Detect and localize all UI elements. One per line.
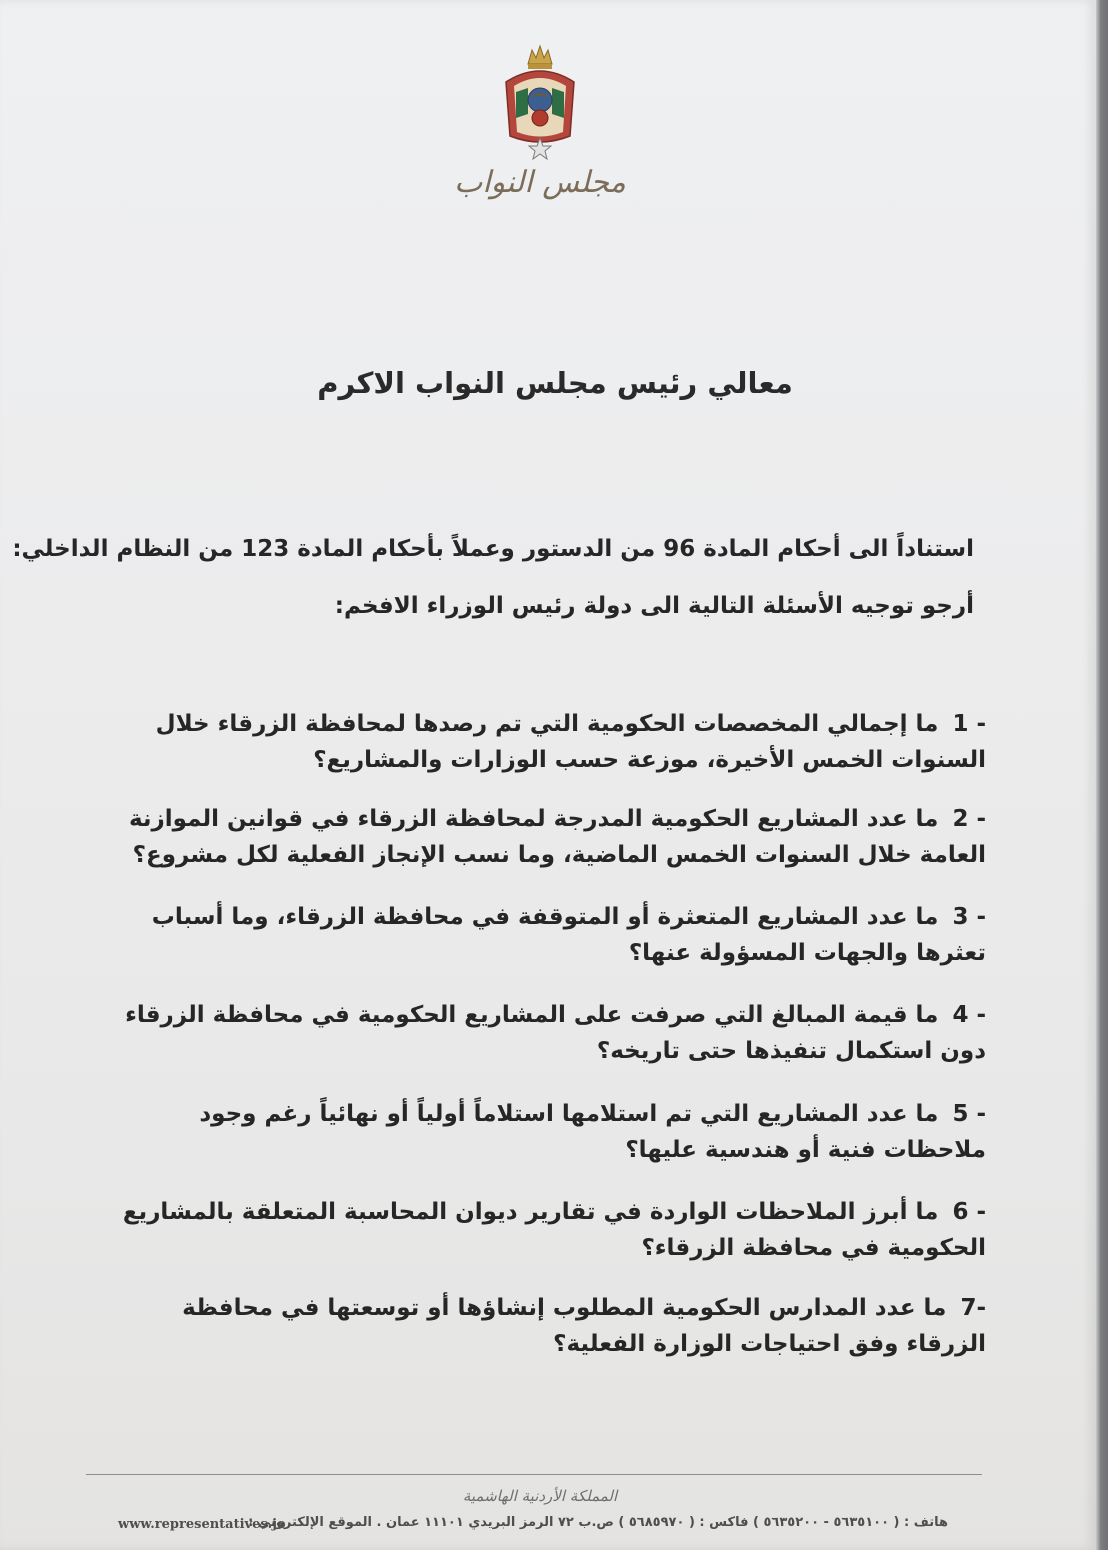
intro-line-1: استناداً الى أحكام المادة 96 من الدستور وعملاً بأحكام المادة 123 من النظام الداخلي:: [12, 536, 974, 562]
question-7: [110, 1290, 986, 1362]
question-text: ما عدد المشاريع المتعثرة أو المتوقفة في محافظة الزرقاء، وما أسباب تعثرها والجهات المسؤولة عنها؟: [151, 904, 986, 966]
page-edge: [1096, 0, 1108, 1550]
footer-website-link[interactable]: www.representatives.jo: [118, 1517, 286, 1532]
question-number: 7-: [960, 1295, 986, 1321]
question-number: 3 -: [952, 904, 986, 930]
question-text: ما إجمالي المخصصات الحكومية التي تم رصدها لمحافظة الزرقاء خلال السنوات الخمس الأخيرة، موزعة حسب الوزارات والمشاريع؟: [155, 711, 986, 773]
question-number: 6 -: [952, 1199, 986, 1225]
footer-contact: هاتف : ( ٥٦٣٥١٠٠ - ٥٦٣٥٢٠٠ ) فاكس : ( ٥٦٨٥٩٧٠ ) ص.ب ٧٢ الرمز البريدي ١١١٠١ عمان . الموقع الإلكتروني :: [248, 1515, 948, 1530]
question-1: [110, 706, 986, 778]
question-5: [110, 1096, 986, 1168]
institution-logotype: مجلس النواب: [454, 165, 626, 200]
salutation-heading: معالي رئيس مجلس النواب الاكرم: [317, 366, 793, 400]
jordan-coat-of-arms-icon: [492, 42, 588, 162]
question-text: ما قيمة المبالغ التي صرفت على المشاريع الحكومية في محافظة الزرقاء دون استكمال تنفيذها حتى تاريخه؟: [125, 1002, 986, 1064]
intro-line-2: أرجو توجيه الأسئلة التالية الى دولة رئيس الوزراء الافخم:: [334, 593, 974, 619]
footer-seal-text: المملكة الأردنية الهاشمية: [462, 1487, 618, 1505]
question-text: ما أبرز الملاحظات الواردة في تقارير ديوان المحاسبة المتعلقة بالمشاريع الحكومية في محافظة الزرقاء؟: [122, 1199, 986, 1261]
question-text: ما عدد المدارس الحكومية المطلوب إنشاؤها أو توسعتها في محافظة الزرقاء وفق احتياجات الوزارة الفعلية؟: [182, 1295, 986, 1357]
question-text: ما عدد المشاريع الحكومية المدرجة لمحافظة الزرقاء في قوانين الموازنة العامة خلال السنوات الخمس الماضية، وما نسب الإنجاز الفعلية لكل مشروع؟: [128, 806, 986, 868]
question-3: [110, 899, 986, 971]
question-number: 1 -: [952, 711, 986, 737]
question-6: [110, 1194, 986, 1266]
question-4: [110, 997, 986, 1069]
footer-divider: [86, 1474, 982, 1475]
question-2: [110, 801, 986, 873]
question-text: ما عدد المشاريع التي تم استلامها استلاماً أولياً أو نهائياً رغم وجود ملاحظات فنية أو هندسية عليها؟: [199, 1101, 986, 1163]
question-number: 2 -: [952, 806, 986, 832]
question-number: 5 -: [952, 1101, 986, 1127]
question-number: 4 -: [952, 1002, 986, 1028]
